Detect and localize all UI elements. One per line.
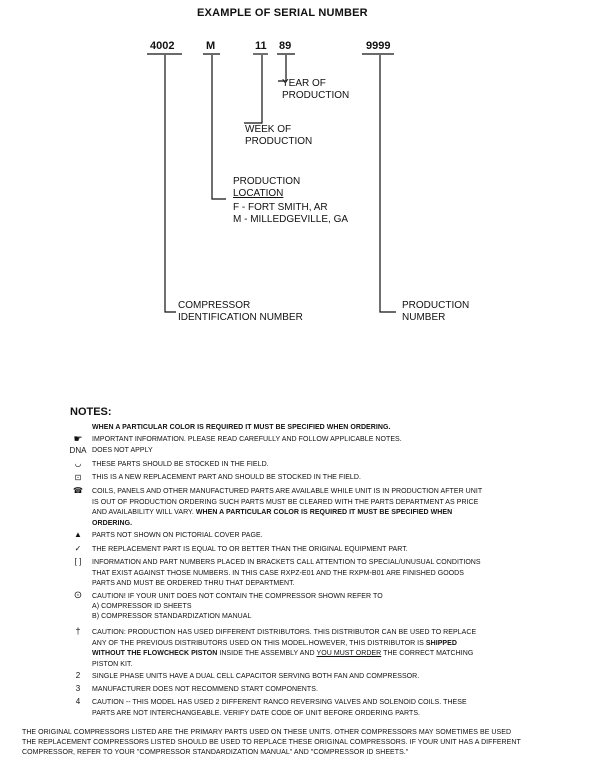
pointing-hand-icon: ☛ bbox=[73, 434, 83, 445]
caution-circle-icon: ⊙ bbox=[73, 590, 83, 601]
note-reversing-valves: CAUTION -- THIS MODEL HAS USED 2 DIFFERENT RANCO REVERSING VALVES AND SOLENOID COILS. THESE PARTS ARE NOT INTERCHANGEABLE. VERIFY DATE CODE OF UNIT BEFORE ORDERING PARTS. bbox=[92, 699, 467, 717]
production-label-line2: NUMBER bbox=[402, 312, 446, 323]
week-label-line1: WEEK OF bbox=[245, 124, 292, 135]
note-compressor-id-sheets: A) COMPRESSOR ID SHEETS bbox=[92, 603, 192, 610]
serial-part-production: 9999 bbox=[366, 40, 391, 52]
note-does-not-apply: DOES NOT APPLY bbox=[92, 447, 153, 454]
note-single-phase: SINGLE PHASE UNITS HAVE A DUAL CELL CAPACITOR SERVING BOTH FAN AND COMPRESSOR. bbox=[92, 673, 420, 680]
compressor-label-line1: COMPRESSOR bbox=[178, 300, 251, 311]
stocked-icon: ◡ bbox=[74, 459, 82, 468]
notes-heading: NOTES: bbox=[70, 406, 112, 418]
note-important-info: IMPORTANT INFORMATION. PLEASE READ CAREFULLY AND FOLLOW APPLICABLE NOTES. bbox=[92, 436, 402, 443]
serial-part-model: 4002 bbox=[150, 40, 175, 52]
serial-part-week: 11 bbox=[255, 40, 267, 52]
note-stocked-field: THESE PARTS SHOULD BE STOCKED IN THE FIELD. bbox=[92, 461, 269, 468]
dna-symbol: DNA bbox=[69, 446, 87, 455]
year-label-line1: YEAR OF bbox=[282, 78, 326, 89]
triangle-icon: ▲ bbox=[74, 530, 82, 539]
location-milledgeville: M - MILLEDGEVILLE, GA bbox=[233, 214, 349, 225]
compressor-label-line2: IDENTIFICATION NUMBER bbox=[178, 312, 303, 323]
note-caution-compressor: CAUTION! IF YOUR UNIT DOES NOT CONTAIN THE COMPRESSOR SHOWN REFER TO bbox=[92, 593, 383, 600]
location-label-line2: LOCATION bbox=[233, 188, 284, 199]
note-coils-panels: COILS, PANELS AND OTHER MANUFACTURED PARTS ARE AVAILABLE WHILE UNIT IS IN PRODUCTION AFTER UNIT IS OUT OF PRODUCTION ORDERING SUCH PARTS MUST BE CLEARED WITH THE PARTS DEPARTMENT AS PRICE AND AVAILABILITY WILL VARY. WHEN A PARTICULAR COLOR IS REQUIRED IT MUST BE SPECIFIED WHEN ORDERING. bbox=[92, 488, 483, 527]
note-number-4: 4 bbox=[75, 697, 81, 706]
page-title: EXAMPLE OF SERIAL NUMBER bbox=[197, 7, 368, 19]
note-compressor-manual: B) COMPRESSOR STANDARDIZATION MANUAL bbox=[92, 613, 252, 620]
footer-line2: THE REPLACEMENT COMPRESSORS LISTED SHOULD BE USED TO REPLACE THESE ORIGINAL COMPRESSORS. IF YOUR UNIT HAS A DIFFERENT bbox=[22, 739, 521, 746]
note-new-replacement: THIS IS A NEW REPLACEMENT PART AND SHOULD BE STOCKED IN THE FIELD. bbox=[92, 474, 361, 481]
serial-part-location: M bbox=[206, 40, 216, 52]
location-label-line1: PRODUCTION bbox=[233, 176, 301, 187]
note-brackets: INFORMATION AND PART NUMBERS PLACED IN BRACKETS CALL ATTENTION TO SPECIAL/UNUSUAL CONDITIONS THAT EXIST AGAINST THOSE NUMBERS. IN THIS CASE RXPZ-E01 AND THE RXPM-B01 ARE FINISHED GOODS PARTS AND MUST BE ORDERED THRU THAT DEPARTMENT. bbox=[92, 559, 481, 587]
note-start-components: MANUFACTURER DOES NOT RECOMMEND START COMPONENTS. bbox=[92, 686, 318, 693]
phone-icon: ☎ bbox=[73, 486, 83, 495]
note-distributors: CAUTION: PRODUCTION HAS USED DIFFERENT DISTRIBUTORS. THIS DISTRIBUTOR CAN BE USED TO REPLACE ANY OF THE PREVIOUS DISTRIBUTORS USED ON THIS MODEL.HOWEVER, THIS DISTRIBUTOR IS SHIPPED WITHOUT THE FLOWCHECK PISTON INSIDE THE ASSEMBLY AND YOU MUST ORDER THE CORRECT MATCHING PISTON KIT. bbox=[92, 629, 477, 668]
footer-line1: THE ORIGINAL COMPRESSORS LISTED ARE THE PRIMARY PARTS USED ON THESE UNITS. OTHER COMPRESSORS MAY SOMETIMES BE USED bbox=[22, 729, 512, 736]
checkmark-icon: ✓ bbox=[74, 544, 82, 553]
serial-part-year: 89 bbox=[279, 40, 292, 52]
new-part-icon: ⊡ bbox=[74, 473, 82, 482]
note-color-required: WHEN A PARTICULAR COLOR IS REQUIRED IT MUST BE SPECIFIED WHEN ORDERING. bbox=[92, 424, 391, 431]
note-equal-better: THE REPLACEMENT PART IS EQUAL TO OR BETTER THAN THE ORIGINAL EQUIPMENT PART. bbox=[92, 546, 408, 553]
week-label-line2: PRODUCTION bbox=[245, 136, 313, 147]
dagger-icon: † bbox=[75, 626, 81, 636]
note-number-2: 2 bbox=[75, 671, 81, 680]
brackets-icon: [ ] bbox=[74, 557, 82, 566]
note-not-shown: PARTS NOT SHOWN ON PICTORIAL COVER PAGE. bbox=[92, 532, 263, 539]
location-fort-smith: F - FORT SMITH, AR bbox=[233, 202, 328, 213]
year-label-line2: PRODUCTION bbox=[282, 90, 350, 101]
note-number-3: 3 bbox=[75, 684, 81, 693]
production-label-line1: PRODUCTION bbox=[402, 300, 470, 311]
footer-line3: COMPRESSOR, REFER TO YOUR "COMPRESSOR STANDARDIZATION MANUAL" AND "COMPRESSOR ID SHEETS." bbox=[22, 749, 409, 756]
serial-connector-lines bbox=[0, 0, 608, 340]
